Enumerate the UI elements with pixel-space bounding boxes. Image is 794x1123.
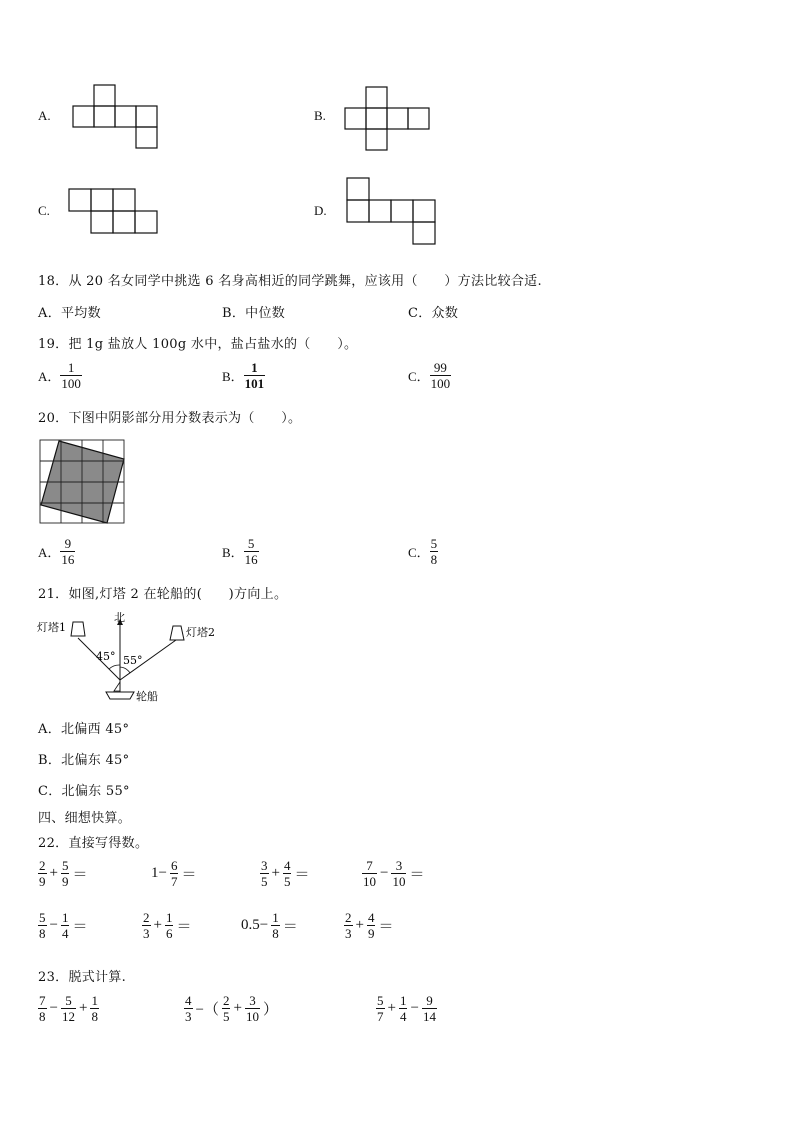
q19-option-c: C． $\frac{99}{100}$	[408, 360, 451, 391]
shaded-square-grid	[38, 438, 128, 526]
question-23: 23．脱式计算.	[38, 970, 127, 985]
q22-expr-1: $\frac{2}{9}$ + $\frac{5}{9}$ ＝	[39, 858, 88, 889]
q19-option-b: B． $\frac{1}{101}$	[222, 360, 265, 391]
q23-expr-2: $\frac{4}{3}$ −（ $\frac{2}{5}$ + $\frac{3}{10}$ ）	[185, 993, 278, 1024]
option-a-label: A.	[38, 108, 51, 123]
ship-label: 轮船	[136, 690, 158, 703]
tower2-label: 灯塔2	[186, 626, 215, 639]
q22-expr-2: 1− $\frac{6}{7}$ ＝	[151, 858, 197, 889]
section-4-heading: 四、细想快算。	[38, 811, 132, 826]
q18-option-a: A．平均数	[38, 306, 101, 321]
question-18: 18．从 20 名女同学中挑选 6 名身高相近的同学跳舞，应该用（ ）方法比较合适.	[38, 274, 542, 289]
q21-option-c: C．北偏东 55°	[38, 784, 130, 799]
q20-option-c: C． $\frac{5}{8}$	[408, 536, 438, 567]
question-19: 19．把 1g 盐放人 100g 水中，盐占盐水的（ ）。	[38, 337, 358, 352]
q22-expr-8: $\frac{2}{3}$ + $\frac{4}{9}$ ＝	[345, 910, 394, 941]
angle-45-label: 45°	[96, 650, 116, 663]
q23-expr-3: $\frac{5}{7}$ + $\frac{1}{4}$ − $\frac{9}{14}$	[377, 993, 436, 1024]
cube-net-d	[346, 177, 438, 245]
cube-net-b	[344, 86, 434, 152]
q22-expr-6: $\frac{2}{3}$ + $\frac{1}{6}$ ＝	[143, 910, 192, 941]
q18-option-c: C．众数	[408, 306, 459, 321]
cube-net-c	[68, 188, 162, 236]
q22-expr-5: $\frac{5}{8}$ − $\frac{1}{4}$ ＝	[39, 910, 88, 941]
tower1-label: 灯塔1	[37, 621, 66, 634]
q23-expr-1: $\frac{7}{8}$ − $\frac{5}{12}$ + $\frac{1}{8}$	[39, 993, 98, 1024]
q22-expr-4: $\frac{7}{10}$ − $\frac{3}{10}$ ＝	[363, 858, 425, 889]
cube-net-a	[72, 84, 162, 150]
ship-icon	[106, 692, 134, 699]
option-b-label: B.	[314, 108, 326, 123]
option-d-label: D.	[314, 203, 327, 218]
q22-expr-3: $\frac{3}{5}$ + $\frac{4}{5}$ ＝	[261, 858, 310, 889]
option-c-label: C.	[38, 203, 50, 218]
question-21: 21．如图,灯塔 2 在轮船的( )方向上。	[38, 587, 288, 602]
q20-option-b: B． $\frac{5}{16}$	[222, 536, 258, 567]
lighthouse-2-icon	[170, 626, 184, 640]
q22-expr-7: 0.5− $\frac{1}{8}$ ＝	[241, 910, 298, 941]
q18-option-b: B．中位数	[222, 306, 286, 321]
angle-55-label: 55°	[123, 654, 143, 667]
question-20: 20．下图中阴影部分用分数表示为（ ）。	[38, 411, 302, 426]
lighthouse-direction-diagram	[36, 610, 236, 706]
question-22: 22．直接写得数。	[38, 836, 149, 851]
q20-option-a: A． $\frac{9}{16}$	[38, 536, 75, 567]
lighthouse-1-icon	[71, 622, 85, 636]
q21-option-a: A．北偏西 45°	[38, 722, 130, 737]
q19-option-a: A． $\frac{1}{100}$	[38, 360, 81, 391]
north-label: 北	[114, 611, 125, 624]
q21-option-b: B．北偏东 45°	[38, 753, 130, 768]
